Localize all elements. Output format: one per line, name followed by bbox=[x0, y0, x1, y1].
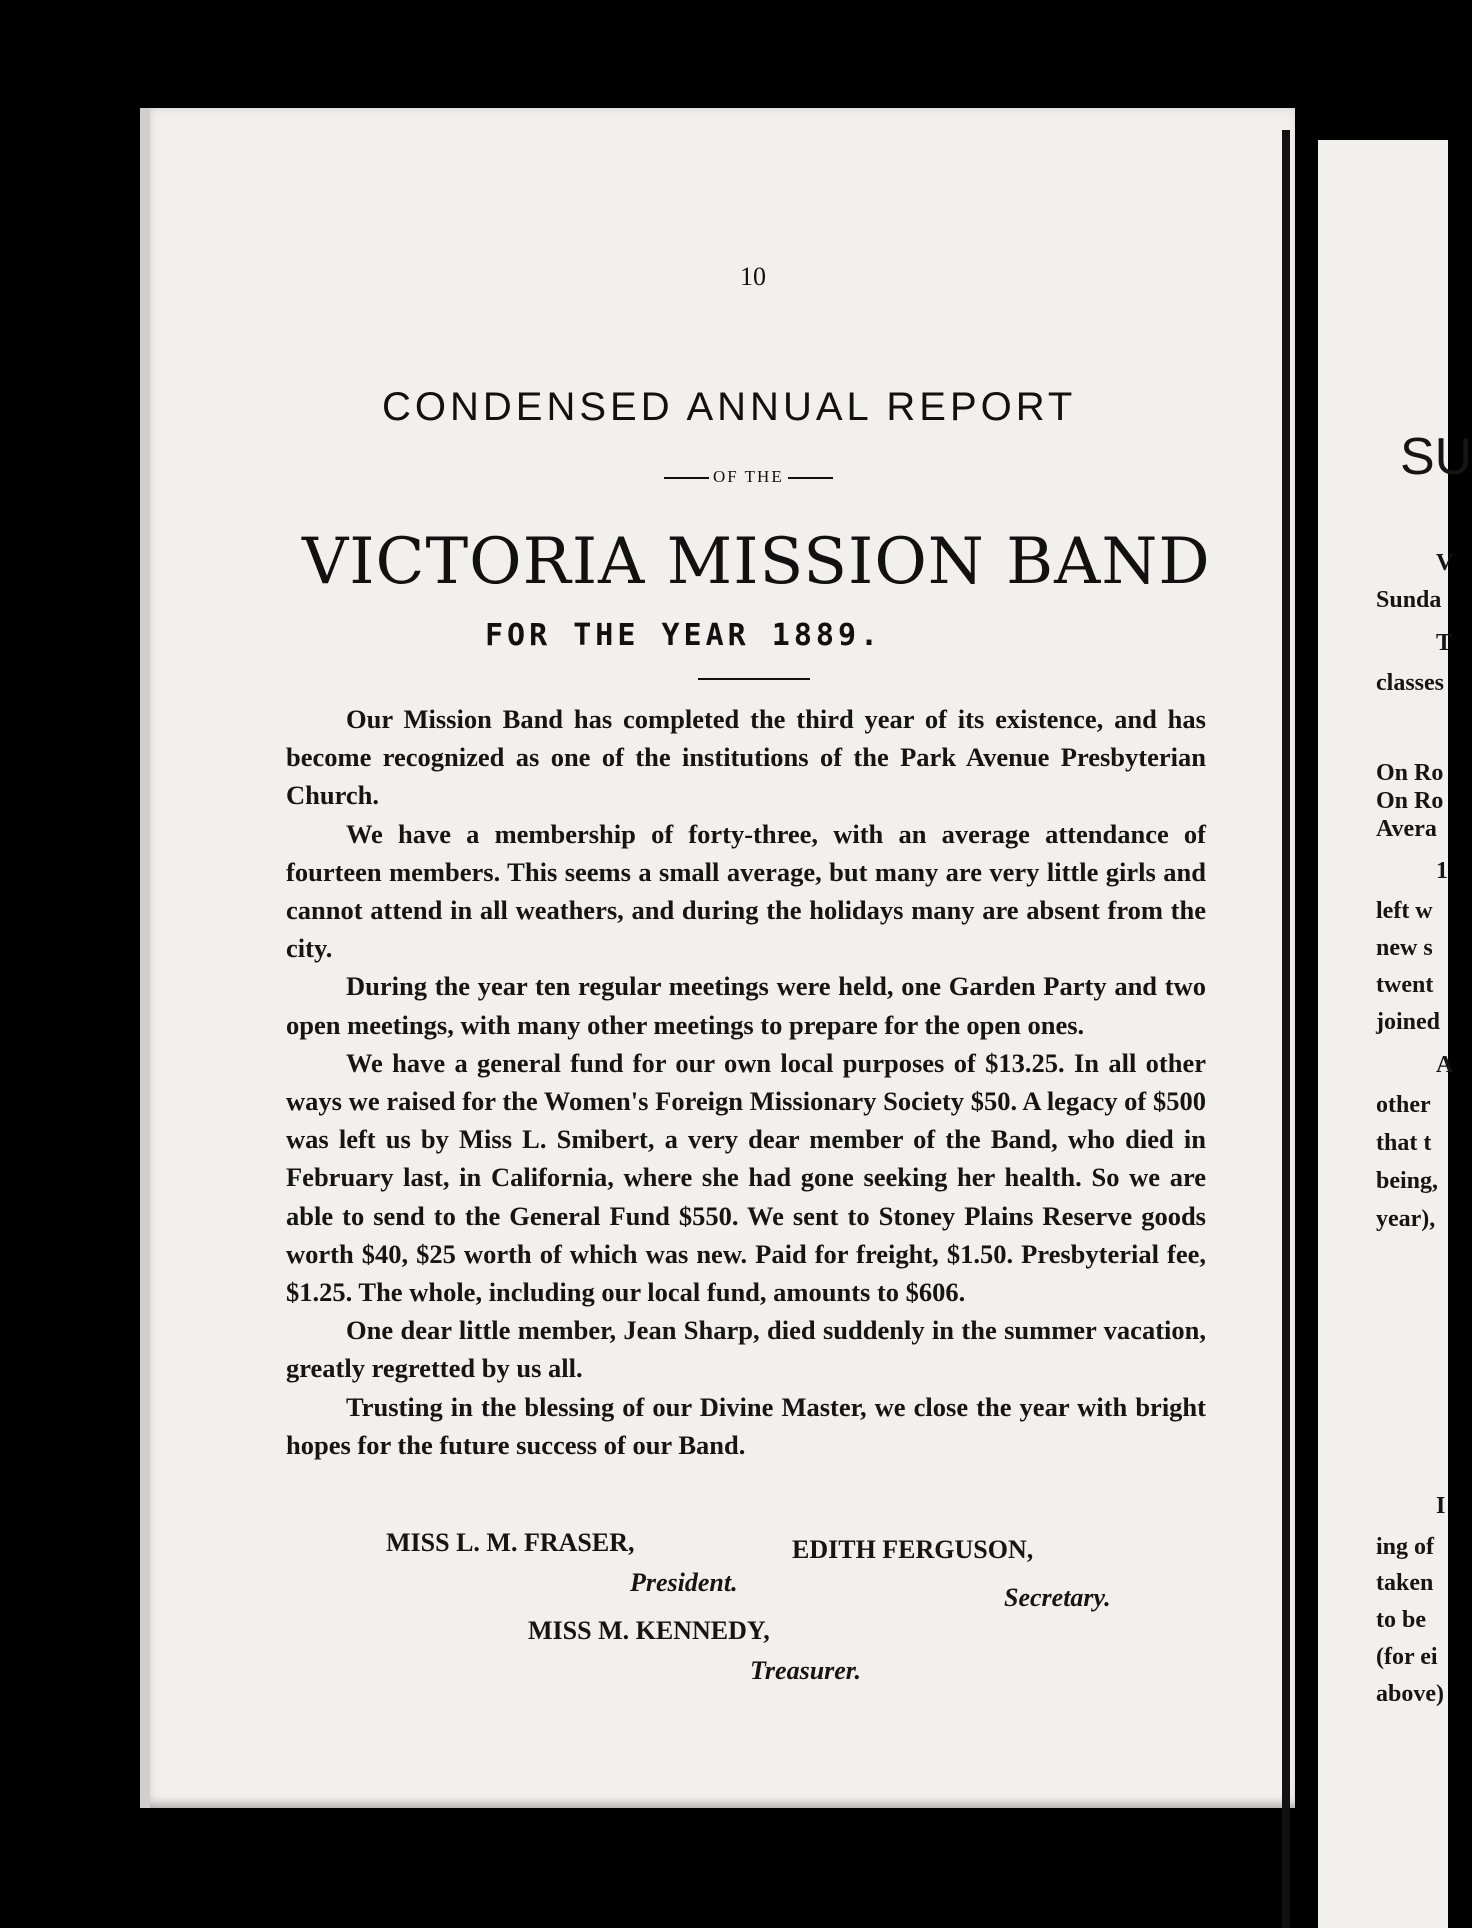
right-fragment: 1 bbox=[1436, 858, 1448, 884]
paragraph: During the year ten regular meetings were held, one Garden Party and two open meetings, with many other meetings to prepare for the open ones. bbox=[286, 971, 1206, 1040]
right-fragment: twent bbox=[1376, 972, 1434, 998]
book-gutter bbox=[1282, 130, 1290, 1928]
organization-title: VICTORIA MISSION BAND bbox=[302, 525, 1211, 599]
right-fragment: other bbox=[1376, 1092, 1431, 1118]
right-fragment: Sunda bbox=[1376, 587, 1442, 613]
right-fragment: (for ei bbox=[1376, 1644, 1438, 1670]
right-fragment: above) bbox=[1376, 1681, 1444, 1707]
right-fragment: SU bbox=[1400, 428, 1472, 486]
treasurer-title: Treasurer. bbox=[750, 1656, 861, 1685]
page-edge bbox=[140, 108, 150, 1808]
treasurer-name: MISS M. KENNEDY, bbox=[528, 1616, 770, 1645]
paragraph: Trusting in the blessing of our Divine Master, we close the year with bright hopes for the future success of our Band. bbox=[286, 1391, 1206, 1460]
right-fragment: ing of bbox=[1376, 1534, 1435, 1560]
secretary-title: Secretary. bbox=[1004, 1583, 1111, 1612]
president-name: MISS L. M. FRASER, bbox=[386, 1528, 635, 1557]
page-number: 10 bbox=[740, 262, 766, 291]
right-fragment: I bbox=[1436, 1493, 1446, 1519]
subtitle-rule-right bbox=[788, 477, 833, 479]
right-fragment: A bbox=[1436, 1052, 1454, 1078]
right-fragment: Avera bbox=[1376, 816, 1437, 842]
divider-rule bbox=[698, 678, 810, 680]
paragraph: Our Mission Band has completed the third year of its existence, and has become recognized as one of the institutions of the Park Avenue Presbyterian Church. bbox=[286, 704, 1206, 811]
right-fragment: classes bbox=[1376, 670, 1444, 696]
right-fragment: T bbox=[1436, 630, 1453, 656]
right-fragment: new s bbox=[1376, 935, 1433, 961]
right-fragment: V bbox=[1436, 550, 1454, 576]
right-fragment: to be bbox=[1376, 1607, 1426, 1633]
paragraph: We have a membership of forty-three, with an average attendance of fourteen members. This seems a small average, but many are very little girls and cannot attend in all weathers, and during the holidays many are absent from the city. bbox=[286, 818, 1206, 964]
subtitle-text: OF THE bbox=[713, 467, 784, 486]
right-fragment: that t bbox=[1376, 1130, 1432, 1156]
right-fragment: being, bbox=[1376, 1168, 1439, 1194]
secretary-name: EDITH FERGUSON, bbox=[792, 1535, 1034, 1564]
paragraph: We have a general fund for our own local purposes of $13.25. In all other ways we raised for the Women's Foreign Missionary Society $50. A legacy of $500 was left us by Miss L. Smibert, a very dear member of the Band, who died in February last, in California, where she had gone seeking her health. So we are able to send to the General Fund $550. We sent to Stoney Plains Reserve goods worth $40, $25 worth of which was new. Paid for freight, $1.50. Presbyterial fee, $1.25. The whole, including our local fund, amounts to $606. bbox=[286, 1047, 1206, 1308]
right-fragment: On Ro bbox=[1376, 788, 1444, 814]
report-title: CONDENSED ANNUAL REPORT bbox=[382, 385, 1077, 429]
right-fragment: left w bbox=[1376, 898, 1433, 924]
report-body bbox=[286, 700, 1206, 1464]
right-fragment: year), bbox=[1376, 1206, 1436, 1232]
president-title: President. bbox=[630, 1568, 738, 1597]
right-fragment: taken bbox=[1376, 1570, 1434, 1596]
right-fragment: On Ro bbox=[1376, 760, 1444, 786]
right-page bbox=[1318, 140, 1472, 1928]
right-fragment: joined bbox=[1376, 1009, 1441, 1035]
report-year: FOR THE YEAR 1889. bbox=[485, 618, 883, 653]
subtitle-rule-left bbox=[664, 477, 709, 479]
report-subtitle bbox=[660, 467, 837, 487]
paragraph: One dear little member, Jean Sharp, died suddenly in the summer vacation, greatly regretted by us all. bbox=[286, 1315, 1206, 1384]
